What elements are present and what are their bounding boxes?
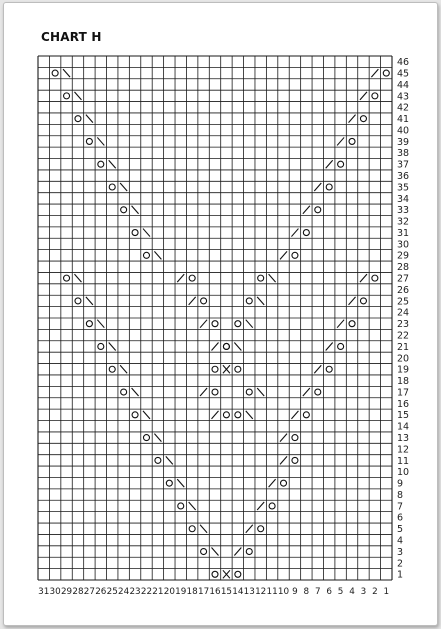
yarn-over-symbol — [326, 366, 332, 372]
k2tog-symbol — [86, 297, 93, 305]
k2tog-symbol — [177, 479, 184, 487]
column-number-label: 21 — [152, 587, 164, 597]
column-number-label: 12 — [255, 587, 267, 597]
row-number-label: 31 — [397, 227, 410, 239]
yarn-over-symbol — [303, 230, 309, 236]
yarn-over-symbol — [246, 389, 252, 395]
yarn-over-symbol — [212, 389, 218, 395]
row-number-label: 26 — [397, 284, 410, 296]
row-number-label: 6 — [397, 512, 404, 524]
k2tog-symbol — [97, 320, 104, 328]
ssk-symbol — [246, 525, 253, 533]
column-number-label: 27 — [83, 587, 95, 597]
column-number-label: 2 — [372, 587, 378, 597]
column-number-label: 17 — [197, 587, 210, 597]
column-number-label: 8 — [303, 587, 310, 597]
yarn-over-symbol — [360, 116, 366, 122]
ssk-symbol — [212, 411, 219, 419]
row-number-label: 9 — [397, 478, 404, 490]
row-number-label: 43 — [397, 91, 410, 103]
column-number-label: 30 — [49, 587, 61, 597]
yarn-over-symbol — [383, 70, 389, 76]
row-number-label: 44 — [397, 79, 410, 91]
yarn-over-symbol — [143, 252, 149, 258]
yarn-over-symbol — [201, 298, 207, 304]
yarn-over-symbol — [132, 230, 138, 236]
row-number-label: 25 — [397, 296, 410, 308]
yarn-over-symbol — [212, 571, 218, 577]
ssk-symbol — [360, 274, 367, 282]
row-number-label: 38 — [397, 148, 410, 160]
yarn-over-symbol — [52, 70, 58, 76]
ssk-symbol — [360, 92, 367, 100]
k2tog-symbol — [74, 274, 81, 282]
row-number-label: 18 — [397, 376, 410, 388]
row-number-label: 34 — [397, 193, 410, 205]
ssk-symbol — [280, 251, 287, 259]
yarn-over-symbol — [109, 366, 115, 372]
row-number-label: 5 — [397, 524, 404, 536]
row-number-label: 40 — [397, 125, 410, 137]
k2tog-symbol — [132, 206, 139, 214]
k2tog-symbol — [189, 502, 196, 510]
k2tog-symbol — [132, 388, 139, 396]
k2tog-symbol — [74, 92, 81, 100]
row-number-label: 11 — [397, 455, 410, 467]
yarn-over-symbol — [155, 457, 161, 463]
yarn-over-symbol — [189, 526, 195, 532]
row-number-label: 21 — [397, 341, 410, 353]
column-number-label: 10 — [277, 587, 290, 597]
column-number-label: 15 — [220, 587, 233, 597]
yarn-over-symbol — [338, 343, 344, 349]
yarn-over-symbol — [360, 298, 366, 304]
column-number-label: 29 — [60, 587, 73, 597]
row-number-label: 17 — [397, 387, 410, 399]
column-number-label: 13 — [243, 587, 255, 597]
ssk-symbol — [303, 388, 310, 396]
row-number-label: 10 — [397, 467, 410, 479]
row-number-label: 4 — [397, 535, 404, 547]
row-number-label: 1 — [397, 569, 404, 581]
row-number-label: 16 — [397, 398, 410, 410]
yarn-over-symbol — [121, 207, 127, 213]
row-number-label: 33 — [397, 205, 410, 217]
row-number-label: 46 — [397, 57, 410, 69]
row-number-label: 41 — [397, 114, 410, 126]
column-number-label: 9 — [292, 587, 298, 597]
column-number-label: 20 — [163, 587, 175, 597]
k2tog-symbol — [212, 548, 219, 556]
row-number-label: 22 — [397, 330, 410, 342]
yarn-over-symbol — [201, 549, 207, 555]
k2tog-symbol — [166, 456, 173, 464]
k2tog-symbol — [234, 342, 241, 350]
row-number-label: 7 — [397, 501, 404, 513]
row-number-label: 32 — [397, 216, 410, 228]
yarn-over-symbol — [372, 93, 378, 99]
ssk-symbol — [234, 548, 241, 556]
chart-title: CHART H — [41, 30, 102, 44]
ssk-symbol — [189, 297, 196, 305]
yarn-over-symbol — [349, 138, 355, 144]
column-number-label: 14 — [232, 587, 244, 597]
k2tog-symbol — [63, 69, 70, 77]
yarn-over-symbol — [178, 503, 184, 509]
yarn-over-symbol — [64, 275, 70, 281]
ssk-symbol — [291, 411, 298, 419]
column-number-label: 28 — [72, 587, 84, 597]
row-number-label: 30 — [397, 239, 410, 251]
row-number-label: 12 — [397, 444, 410, 456]
column-number-label: 18 — [186, 587, 198, 597]
ssk-symbol — [314, 183, 321, 191]
column-number-label: 26 — [95, 587, 107, 597]
row-number-label: 28 — [397, 262, 410, 274]
yarn-over-symbol — [121, 389, 127, 395]
yarn-over-symbol — [292, 252, 298, 258]
k2tog-symbol — [109, 160, 116, 168]
yarn-over-symbol — [338, 161, 344, 167]
ssk-symbol — [326, 342, 333, 350]
yarn-over-symbol — [235, 321, 241, 327]
row-number-label: 35 — [397, 182, 410, 194]
k2tog-symbol — [154, 434, 161, 442]
row-number-label: 45 — [397, 68, 410, 80]
column-number-label: 16 — [209, 587, 221, 597]
ssk-symbol — [314, 365, 321, 373]
yarn-over-symbol — [372, 275, 378, 281]
ssk-symbol — [337, 137, 344, 145]
yarn-over-symbol — [292, 435, 298, 441]
k2tog-symbol — [97, 137, 104, 145]
ssk-symbol — [349, 115, 356, 123]
yarn-over-symbol — [246, 549, 252, 555]
yarn-over-symbol — [212, 321, 218, 327]
row-number-label: 36 — [397, 171, 410, 183]
yarn-over-symbol — [235, 412, 241, 418]
yarn-over-symbol — [303, 412, 309, 418]
column-number-label: 6 — [326, 587, 332, 597]
yarn-over-symbol — [64, 93, 70, 99]
column-number-label: 23 — [129, 587, 141, 597]
row-number-label: 23 — [397, 319, 410, 331]
yarn-over-symbol — [212, 366, 218, 372]
yarn-over-symbol — [235, 366, 241, 372]
ssk-symbol — [291, 229, 298, 237]
row-number-label: 15 — [397, 410, 410, 422]
row-number-label: 20 — [397, 353, 410, 365]
yarn-over-symbol — [98, 161, 104, 167]
yarn-over-symbol — [75, 116, 81, 122]
yarn-over-symbol — [223, 412, 229, 418]
row-number-label: 29 — [397, 250, 410, 262]
column-number-label: 4 — [349, 587, 355, 597]
column-number-label: 22 — [140, 587, 153, 597]
column-number-label: 3 — [360, 587, 367, 597]
yarn-over-symbol — [315, 207, 321, 213]
row-number-label: 19 — [397, 364, 410, 376]
k2tog-symbol — [154, 251, 161, 259]
ssk-symbol — [303, 206, 310, 214]
k2tog-symbol — [109, 342, 116, 350]
ssk-symbol — [280, 456, 287, 464]
yarn-over-symbol — [75, 298, 81, 304]
column-number-label: 11 — [266, 587, 278, 597]
yarn-over-symbol — [132, 412, 138, 418]
ssk-symbol — [337, 320, 344, 328]
k2tog-symbol — [257, 297, 264, 305]
row-number-label: 42 — [397, 102, 410, 114]
k2tog-symbol — [257, 388, 264, 396]
yarn-over-symbol — [258, 275, 264, 281]
yarn-over-symbol — [86, 138, 92, 144]
column-number-label: 1 — [383, 587, 390, 597]
column-number-label: 7 — [314, 587, 321, 597]
yarn-over-symbol — [223, 343, 229, 349]
k2tog-symbol — [120, 183, 127, 191]
row-number-label: 37 — [397, 159, 410, 171]
row-number-label: 27 — [397, 273, 410, 285]
ssk-symbol — [212, 342, 219, 350]
yarn-over-symbol — [98, 343, 104, 349]
yarn-over-symbol — [189, 275, 195, 281]
ssk-symbol — [349, 297, 356, 305]
row-number-label: 24 — [397, 307, 410, 319]
yarn-over-symbol — [86, 321, 92, 327]
column-number-label: 19 — [175, 587, 187, 597]
column-number-label: 5 — [337, 587, 344, 597]
row-number-label: 8 — [397, 489, 404, 501]
ssk-symbol — [326, 160, 333, 168]
ssk-symbol — [269, 479, 276, 487]
k2tog-symbol — [200, 525, 207, 533]
k2tog-symbol — [143, 411, 150, 419]
row-number-label: 3 — [397, 546, 404, 558]
yarn-over-symbol — [315, 389, 321, 395]
row-number-label: 39 — [397, 136, 410, 148]
k2tog-symbol — [246, 411, 253, 419]
yarn-over-symbol — [326, 184, 332, 190]
column-number-label: 24 — [118, 587, 130, 597]
column-number-label: 25 — [106, 587, 118, 597]
ssk-symbol — [280, 434, 287, 442]
ssk-symbol — [257, 502, 264, 510]
row-number-label: 2 — [397, 558, 404, 570]
k2tog-symbol — [86, 115, 93, 123]
k2tog-symbol — [143, 229, 150, 237]
yarn-over-symbol — [258, 526, 264, 532]
row-number-label: 14 — [397, 421, 410, 433]
yarn-over-symbol — [269, 503, 275, 509]
k2tog-symbol — [120, 365, 127, 373]
ssk-symbol — [200, 388, 207, 396]
ssk-symbol — [371, 69, 378, 77]
row-number-label: 13 — [397, 433, 410, 445]
ssk-symbol — [177, 274, 184, 282]
yarn-over-symbol — [292, 457, 298, 463]
yarn-over-symbol — [349, 321, 355, 327]
yarn-over-symbol — [109, 184, 115, 190]
yarn-over-symbol — [166, 480, 172, 486]
ssk-symbol — [200, 320, 207, 328]
k2tog-symbol — [269, 274, 276, 282]
column-number-label: 31 — [38, 587, 50, 597]
yarn-over-symbol — [143, 435, 149, 441]
yarn-over-symbol — [235, 571, 241, 577]
k2tog-symbol — [246, 320, 253, 328]
yarn-over-symbol — [281, 480, 287, 486]
yarn-over-symbol — [246, 298, 252, 304]
